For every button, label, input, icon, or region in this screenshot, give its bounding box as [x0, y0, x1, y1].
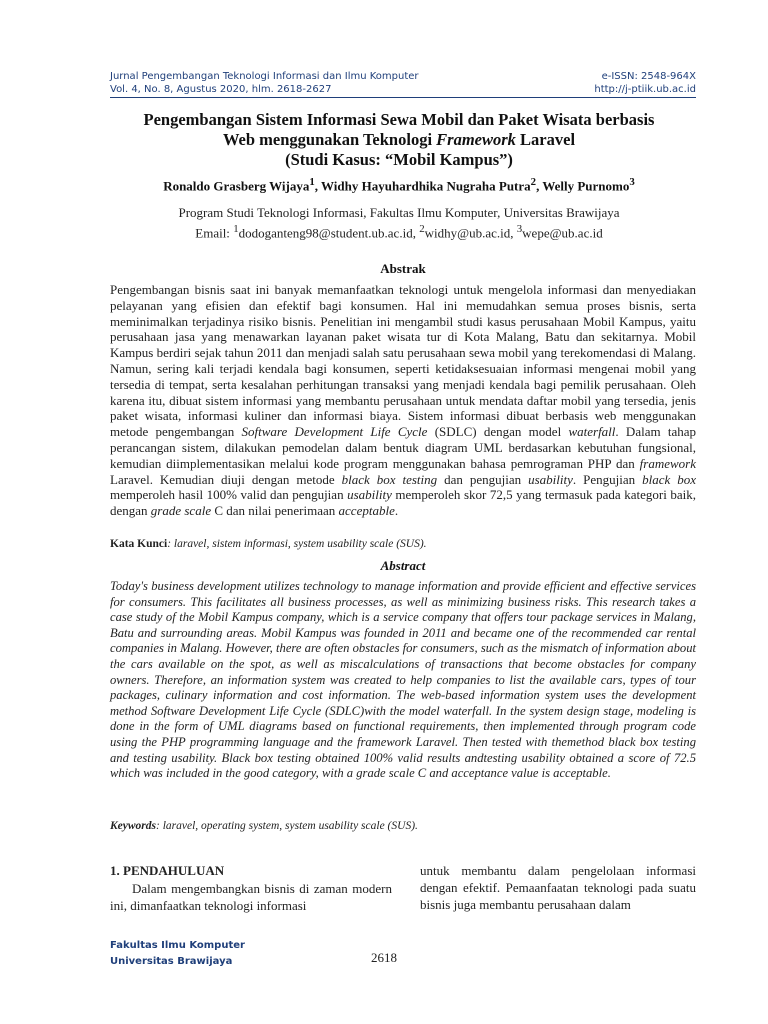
title-line-2: Web menggunakan Teknologi Framework Laravel [222, 130, 576, 149]
author-3: Welly Purnomo [542, 178, 630, 194]
abstrak-heading: Abstrak [380, 261, 426, 276]
abstract-body: Today's business development utilizes technology to manage information and provide efficient and effective services for consumers. This facilitates all business processes, as well as minimizing business risks. This research takes a case study of the Mobil Kampus company, which is a service company that offers tour package services in Malang, Batu and surrounding areas. Mobil Kampus was founded in 2011 and became one of the recommended car rental companies in Malang. However, there are often obstacles for consumers, such as the mismatch of information about the cars available on the spot, as well as miscalculations of transactions that become obstacles for company owners. Therefore, an information system was created to help companies to list the available cars, types of tour packages, culinary information and cost information. The web-based information system uses the development method Software Development Life Cycle (SDLC)with the model waterfall. In the system design stage, modeling is done in the form of UML diagrams based on functional requirements, then implemented through program code using the PHP programming language and the framework Laravel. Then tested with themethod black box testing and testing usability. Black box testing obtained 100% valid results andtesting usability obtained a score of 72.5 which was included in the good category, with a grade scale C and acceptance value is acceptable. [110, 579, 696, 781]
author-1: Ronaldo Grasberg Wijaya [163, 178, 310, 194]
journal-url[interactable]: http://j-ptiik.ub.ac.id [594, 84, 696, 95]
author-2: Widhy Hayuhardhika Nugraha Putra [321, 178, 531, 194]
title-line-3: (Studi Kasus: “Mobil Kampus”) [285, 150, 513, 169]
header-divider [110, 97, 696, 98]
author-list: Ronaldo Grasberg Wijaya$^1$, Widhy Hayuhardhika Nugraha Putra$^2$, Welly Purnomo$^3$ [163, 176, 635, 194]
kata-kunci: Kata Kunci: laravel, sistem informasi, system usability scale (SUS). [110, 538, 427, 550]
running-header-right [594, 70, 696, 96]
intro-right-text: untuk membantu dalam pengelolaan informasi dengan efektif. Pemaanfaatan teknologi pada suatu bisnis juga membantu perusahaan dalam [420, 863, 696, 912]
keywords: Keywords: laravel, operating system, system usability scale (SUS). [110, 820, 418, 832]
intro-right-column [420, 862, 696, 913]
footer-faculty: Fakultas Ilmu Komputer [110, 940, 245, 951]
journal-name: Jurnal Pengembangan Teknologi Informasi dan Ilmu Komputer [110, 71, 419, 82]
paper-title [90, 110, 708, 170]
affiliation-emails: Email: $^1$dodoganteng98@student.ub.ac.id, $^2$widhy@ub.ac.id, $^3$wepe@ub.ac.id [195, 223, 603, 241]
page-number: 2618 [371, 950, 397, 965]
running-header-left [110, 70, 419, 96]
intro-left-column [110, 862, 392, 914]
affiliation [90, 204, 708, 241]
intro-left-text: Dalam mengembangkan bisnis di zaman modern ini, dimanfaatkan teknologi informasi [110, 881, 392, 913]
title-line-1: Pengembangan Sistem Informasi Sewa Mobil dan Paket Wisata berbasis [143, 110, 655, 129]
footer-university: Universitas Brawijaya [110, 956, 233, 967]
intro-heading: 1. PENDAHULUAN [110, 863, 225, 878]
journal-volume: Vol. 4, No. 8, Agustus 2020, hlm. 2618-2627 [110, 84, 332, 95]
abstrak-body: Pengembangan bisnis saat ini banyak memanfaatkan teknologi untuk mengelola informasi dan menyediakan pelayanan yang efisien dan efektif bagi konsumen. Hal ini memudahkan semua proses bisnis, serta meminimalkan terjadinya risiko bisnis. Penelitian ini mengambil studi kasus perusahaan Mobil Kampus, yaitu perusahaan jasa yang menawarkan layanan paket wisata tur di Kota Malang, Batu dan sekitarnya. Mobil Kampus berdiri sejak tahun 2011 dan menjadi salah satu perusahaan sewa mobil yang terekomendasi di Malang. Namun, sering kali terjadi kendala bagi konsumen, seperti ketidaksesuaian informasi mengenai mobil yang tersedia di tempat, serta kesalahan perhitungan transaksi yang menjadi kendala bagi pemilik perusahaan. Oleh karena itu, dibuat sistem informasi yang membantu perusahaan untuk mendata daftar mobil yang tersedia, jenis paket wisata, informasi kuliner dan informasi biaya. Sistem informasi dibuat berbasis web menggunakan metode pengembangan Software Development Life Cycle (SDLC) dengan model waterfall. Dalam tahap perancangan sistem, dilakukan pemodelan dalam bentuk diagram UML berdasarkan kebutuhan fungsional, kemudian diimplementasikan melalui kode program menggunakan bahasa pemrograman PHP dan framework Laravel. Kemudian diuji dengan metode black box testing dan pengujian usability. Pengujian black box memperoleh hasil 100% valid dan pengujian usability memperoleh skor 72,5 yang termasuk pada kategori baik, dengan grade scale C dan nilai penerimaan acceptable. [110, 282, 697, 519]
affiliation-program: Program Studi Teknologi Informasi, Fakultas Ilmu Komputer, Universitas Brawijaya [178, 205, 620, 220]
journal-eissn: e-ISSN: 2548-964X [601, 71, 696, 82]
abstract-heading: Abstract [380, 558, 426, 573]
